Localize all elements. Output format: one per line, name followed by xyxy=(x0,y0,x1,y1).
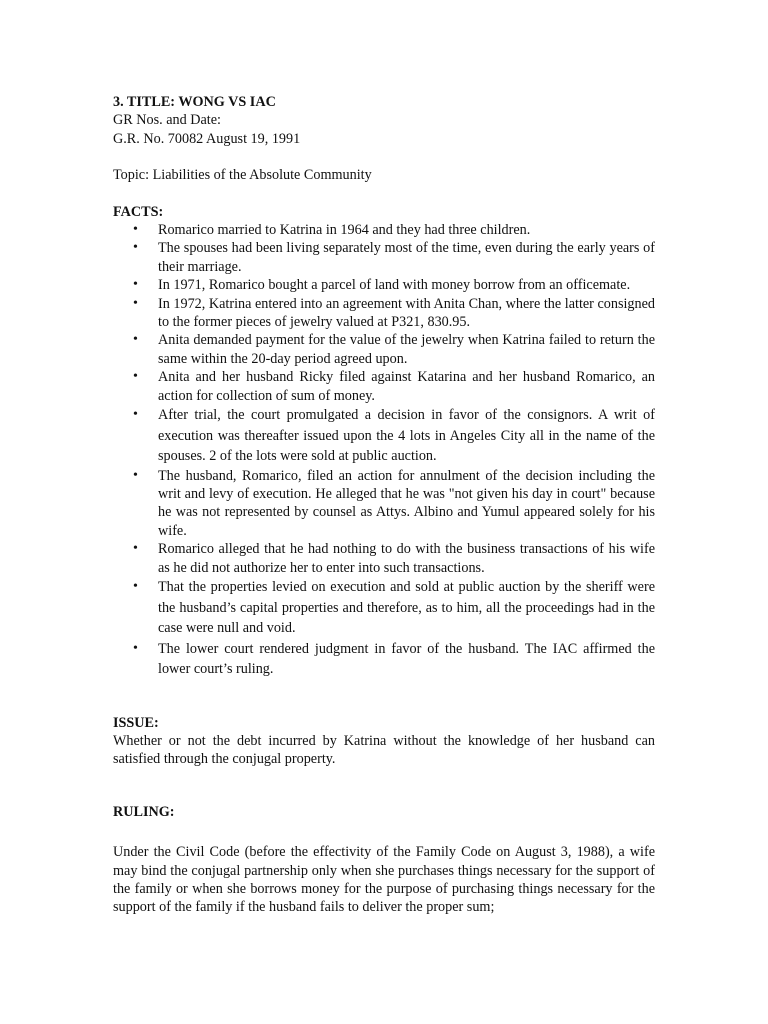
document-page xyxy=(113,93,655,917)
ruling-text: Under the Civil Code (before the effectivity of the Family Code on August 3, 1988), a wife may bind the conjugal partnership only when she purchases things necessary for the support of the family or when she borrows money for the purpose of purchasing things necessary for the support of the family if the husband fails to deliver the proper sum; xyxy=(113,844,655,916)
fact-item: • In 1971, Romarico bought a parcel of land with money borrow from an officemate. xyxy=(113,276,655,294)
fact-item: • After trial, the court promulgated a decision in favor of the consignors. A writ of execution was thereafter issued upon the 4 lots in Angeles City all in the name of the spouses. 2 of the lots were sold at public auction. xyxy=(113,405,655,467)
fact-item: • Anita and her husband Ricky filed against Katarina and her husband Romarico, an action for collection of sum of money. xyxy=(113,368,655,405)
gr-value: G.R. No. 70082 August 19, 1991 xyxy=(113,130,301,147)
fact-item: • The husband, Romarico, filed an action for annulment of the decision including the writ and levy of execution. He alleged that he was "not given his day in court" because he was not represented by counsel as Attys. Albino and Yumul appeared solely for his wife. xyxy=(113,467,655,541)
ruling-heading: RULING: xyxy=(113,803,175,820)
facts-heading: FACTS: xyxy=(113,203,164,220)
fact-item: • That the properties levied on execution and sold at public auction by the sheriff were the husband’s capital properties and therefore, as to him, all the proceedings had in the case were null and void. xyxy=(113,577,655,639)
issue-text: Whether or not the debt incurred by Katrina without the knowledge of her husband can satisfied through the conjugal property. xyxy=(113,732,655,768)
topic-line: Topic: Liabilities of the Absolute Community xyxy=(113,167,372,184)
issue-heading: ISSUE: xyxy=(113,714,159,731)
fact-item: • Romarico alleged that he had nothing to do with the business transactions of his wife as he did not authorize her to enter into such transactions. xyxy=(113,540,655,577)
fact-item: • The lower court rendered judgment in favor of the husband. The IAC affirmed the lower court’s ruling. xyxy=(113,639,655,680)
gr-label: GR Nos. and Date: xyxy=(113,112,221,129)
fact-item: • Anita demanded payment for the value of the jewelry when Katrina failed to return the same within the 20-day period agreed upon. xyxy=(113,331,655,368)
facts-list xyxy=(113,221,655,680)
case-title: 3. TITLE: WONG VS IAC xyxy=(113,94,276,110)
fact-item: • The spouses had been living separately most of the time, even during the early years of their marriage. xyxy=(113,239,655,276)
fact-item: • In 1972, Katrina entered into an agreement with Anita Chan, where the latter consigned to the former pieces of jewelry valued at P321, 830.95. xyxy=(113,295,655,332)
fact-item: • Romarico married to Katrina in 1964 and they had three children. xyxy=(113,221,655,239)
